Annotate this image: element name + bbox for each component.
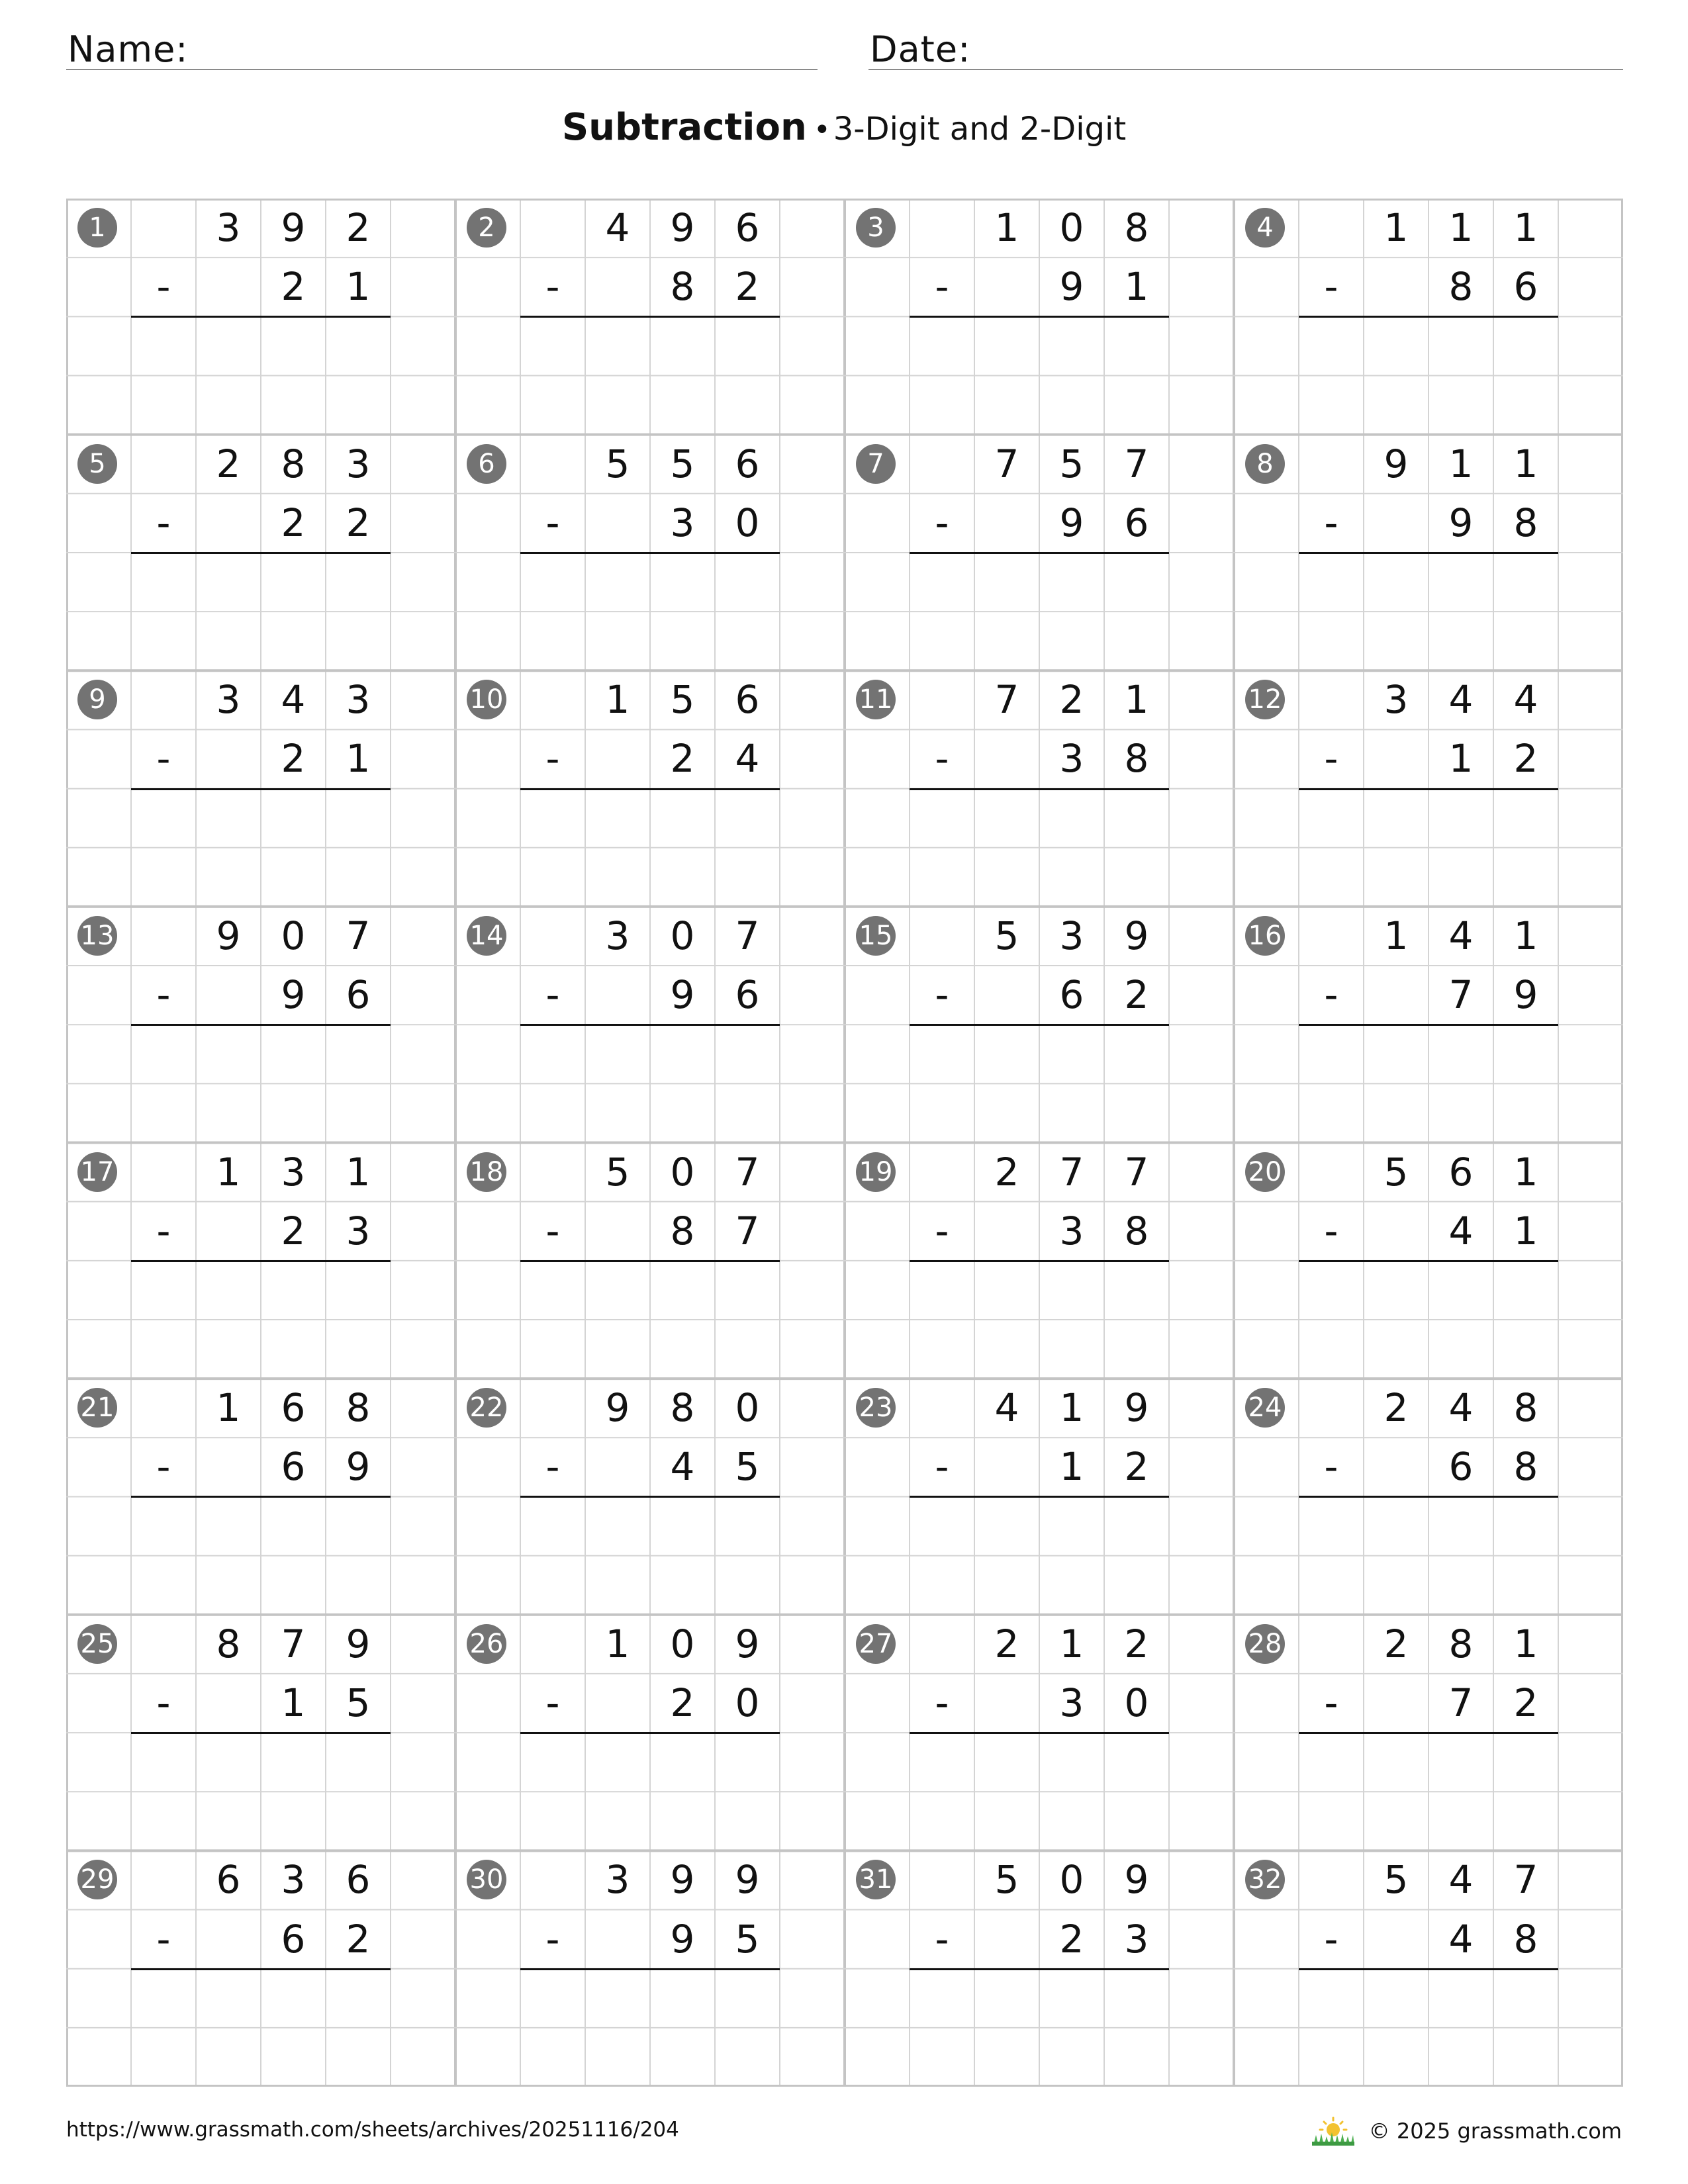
minuend-digit: 7 <box>994 677 1019 723</box>
subtrahend-digit: 9 <box>1448 500 1474 545</box>
minus-sign: - <box>156 264 171 310</box>
problem-number-badge: 21 <box>77 1388 117 1428</box>
subtrahend-digit: 1 <box>1059 1444 1084 1490</box>
date-label: Date: <box>870 28 971 70</box>
problem-number-badge: 30 <box>467 1860 506 1899</box>
minuend-digit: 1 <box>1059 1385 1084 1431</box>
problem-number-badge: 1 <box>77 208 117 248</box>
minuend-digit: 3 <box>281 1149 306 1195</box>
subtrahend-digit: 9 <box>670 972 695 1018</box>
title-separator: • <box>813 113 831 147</box>
minuend-digit: 1 <box>1059 1621 1084 1666</box>
answer-area[interactable] <box>1299 790 1558 846</box>
subtrahend-digit: 8 <box>1513 500 1538 545</box>
problem-number-badge: 11 <box>856 680 896 719</box>
minuend-digit: 3 <box>281 1857 306 1903</box>
subtrahend-digit: 9 <box>1059 264 1084 310</box>
subtrahend-digit: 6 <box>735 972 760 1018</box>
subtrahend-digit: 5 <box>346 1680 371 1725</box>
minuend-digit: 2 <box>1059 677 1084 723</box>
minus-sign: - <box>545 1916 560 1962</box>
answer-area[interactable] <box>1299 1262 1558 1318</box>
minus-sign: - <box>156 736 171 782</box>
subtrahend-digit: 4 <box>670 1444 695 1490</box>
minuend-digit: 4 <box>1448 1857 1474 1903</box>
answer-area[interactable] <box>520 1734 780 1790</box>
minus-sign: - <box>1324 1680 1338 1725</box>
minus-sign: - <box>935 736 949 782</box>
minus-sign: - <box>935 972 949 1018</box>
date-field[interactable] <box>868 25 1623 70</box>
subtrahend-digit: 2 <box>346 500 371 545</box>
subtrahend-digit: 2 <box>1513 736 1538 782</box>
problem-number-badge: 25 <box>77 1624 117 1664</box>
minuend-digit: 8 <box>1124 205 1149 250</box>
title-subtitle: 3-Digit and 2-Digit <box>833 111 1127 148</box>
minuend-digit: 1 <box>1513 913 1538 958</box>
subtrahend-digit: 2 <box>346 1916 371 1962</box>
answer-area[interactable] <box>131 1498 391 1554</box>
answer-area[interactable] <box>131 1970 391 2026</box>
minuend-digit: 5 <box>994 913 1019 958</box>
minuend-digit: 8 <box>346 1385 371 1431</box>
problem-number-badge: 18 <box>467 1152 506 1192</box>
minus-sign: - <box>545 972 560 1018</box>
minuend-digit: 0 <box>1059 1857 1084 1903</box>
minuend-digit: 7 <box>735 1149 760 1195</box>
subtrahend-digit: 4 <box>735 736 760 782</box>
subtrahend-digit: 8 <box>1513 1444 1538 1490</box>
minuend-digit: 2 <box>994 1621 1019 1666</box>
answer-area[interactable] <box>1299 1734 1558 1790</box>
problem-number-badge: 26 <box>467 1624 506 1664</box>
minuend-digit: 1 <box>994 205 1019 250</box>
minuend-digit: 5 <box>605 441 630 486</box>
subtrahend-digit: 8 <box>1124 736 1149 782</box>
answer-area[interactable] <box>910 1498 1169 1554</box>
minus-sign: - <box>935 500 949 545</box>
problem-number-badge: 17 <box>77 1152 117 1192</box>
answer-area[interactable] <box>1299 554 1558 610</box>
minus-sign: - <box>156 972 171 1018</box>
minuend-digit: 2 <box>1383 1385 1409 1431</box>
problem-number-badge: 24 <box>1245 1388 1285 1428</box>
answer-area[interactable] <box>910 1970 1169 2026</box>
minus-sign: - <box>1324 1444 1338 1490</box>
minus-sign: - <box>156 1444 171 1490</box>
problem-number-badge: 6 <box>467 444 506 484</box>
problem-number-badge: 7 <box>856 444 896 484</box>
minuend-digit: 6 <box>281 1385 306 1431</box>
subtrahend-digit: 4 <box>1448 1208 1474 1253</box>
minus-sign: - <box>156 1916 171 1962</box>
subtrahend-digit: 3 <box>1059 736 1084 782</box>
minuend-digit: 3 <box>605 913 630 958</box>
subtrahend-digit: 2 <box>281 500 306 545</box>
minus-sign: - <box>156 500 171 545</box>
minuend-digit: 1 <box>1448 205 1474 250</box>
minuend-digit: 2 <box>346 205 371 250</box>
minus-sign: - <box>1324 1208 1338 1253</box>
problem-grid <box>66 199 1623 2087</box>
minuend-digit: 9 <box>670 1857 695 1903</box>
minuend-digit: 4 <box>994 1385 1019 1431</box>
minuend-digit: 7 <box>735 913 760 958</box>
minuend-digit: 9 <box>1124 1857 1149 1903</box>
answer-area[interactable] <box>131 318 391 374</box>
minuend-digit: 1 <box>216 1149 241 1195</box>
minus-sign: - <box>935 264 949 310</box>
minus-sign: - <box>935 1444 949 1490</box>
grass-sun-logo-icon <box>1309 2116 1357 2146</box>
subtrahend-digit: 1 <box>346 264 371 310</box>
problem-number-badge: 10 <box>467 680 506 719</box>
minus-sign: - <box>545 264 560 310</box>
minuend-digit: 2 <box>1383 1621 1409 1666</box>
minus-sign: - <box>935 1916 949 1962</box>
answer-area[interactable] <box>131 790 391 846</box>
problem-number-badge: 2 <box>467 208 506 248</box>
subtrahend-digit: 9 <box>670 1916 695 1962</box>
minuend-digit: 3 <box>346 441 371 486</box>
minuend-digit: 8 <box>1513 1385 1538 1431</box>
subtrahend-digit: 6 <box>1124 500 1149 545</box>
minuend-digit: 5 <box>1059 441 1084 486</box>
minuend-digit: 1 <box>1513 1149 1538 1195</box>
answer-area[interactable] <box>910 1026 1169 1082</box>
minuend-digit: 7 <box>346 913 371 958</box>
subtrahend-digit: 2 <box>670 736 695 782</box>
minuend-digit: 1 <box>1383 913 1409 958</box>
minuend-digit: 7 <box>1124 1149 1149 1195</box>
minuend-digit: 5 <box>1383 1857 1409 1903</box>
subtrahend-digit: 6 <box>346 972 371 1018</box>
subtrahend-digit: 5 <box>735 1916 760 1962</box>
minuend-digit: 3 <box>1383 677 1409 723</box>
minus-sign: - <box>1324 972 1338 1018</box>
subtrahend-digit: 1 <box>1124 264 1149 310</box>
answer-area[interactable] <box>131 1262 391 1318</box>
answer-area[interactable] <box>520 1498 780 1554</box>
minus-sign: - <box>545 1208 560 1253</box>
problem-number-badge: 12 <box>1245 680 1285 719</box>
subtrahend-digit: 6 <box>281 1916 306 1962</box>
minuend-digit: 3 <box>216 677 241 723</box>
minuend-digit: 5 <box>670 441 695 486</box>
minuend-digit: 9 <box>1124 1385 1149 1431</box>
subtrahend-digit: 4 <box>1448 1916 1474 1962</box>
answer-area[interactable] <box>131 1734 391 1790</box>
minuend-digit: 7 <box>1059 1149 1084 1195</box>
subtrahend-digit: 1 <box>1448 736 1474 782</box>
subtrahend-digit: 0 <box>735 500 760 545</box>
subtrahend-digit: 2 <box>670 1680 695 1725</box>
answer-area[interactable] <box>910 1262 1169 1318</box>
subtrahend-digit: 8 <box>1448 264 1474 310</box>
answer-area[interactable] <box>520 554 780 610</box>
subtrahend-digit: 7 <box>1448 972 1474 1018</box>
minuend-digit: 9 <box>1383 441 1409 486</box>
answer-area[interactable] <box>910 1734 1169 1790</box>
answer-area[interactable] <box>520 318 780 374</box>
problem-number-badge: 15 <box>856 916 896 956</box>
subtrahend-digit: 2 <box>1124 1444 1149 1490</box>
minuend-digit: 2 <box>216 441 241 486</box>
problem-number-badge: 5 <box>77 444 117 484</box>
answer-area[interactable] <box>910 790 1169 846</box>
answer-area[interactable] <box>520 1970 780 2026</box>
minus-sign: - <box>935 1208 949 1253</box>
name-field[interactable] <box>66 25 818 70</box>
minuend-digit: 3 <box>1059 913 1084 958</box>
subtrahend-digit: 2 <box>1059 1916 1084 1962</box>
minuend-digit: 8 <box>1448 1621 1474 1666</box>
minuend-digit: 4 <box>1448 913 1474 958</box>
subtrahend-digit: 1 <box>281 1680 306 1725</box>
subtrahend-digit: 8 <box>670 1208 695 1253</box>
problem-number-badge: 8 <box>1245 444 1285 484</box>
answer-area[interactable] <box>520 1262 780 1318</box>
minuend-digit: 3 <box>216 205 241 250</box>
problem-number-badge: 9 <box>77 680 117 719</box>
minuend-digit: 9 <box>670 205 695 250</box>
answer-area[interactable] <box>1299 318 1558 374</box>
subtrahend-digit: 8 <box>1124 1208 1149 1253</box>
subtrahend-digit: 0 <box>1124 1680 1149 1725</box>
subtrahend-digit: 3 <box>1124 1916 1149 1962</box>
minus-sign: - <box>1324 264 1338 310</box>
minuend-digit: 1 <box>216 1385 241 1431</box>
subtrahend-digit: 6 <box>1059 972 1084 1018</box>
name-label: Name: <box>68 28 189 70</box>
minus-sign: - <box>156 1208 171 1253</box>
subtrahend-digit: 9 <box>281 972 306 1018</box>
minuend-digit: 3 <box>346 677 371 723</box>
minuend-digit: 4 <box>1513 677 1538 723</box>
minuend-digit: 9 <box>1124 913 1149 958</box>
minus-sign: - <box>156 1680 171 1725</box>
subtrahend-digit: 8 <box>670 264 695 310</box>
minuend-digit: 6 <box>1448 1149 1474 1195</box>
minuend-digit: 7 <box>994 441 1019 486</box>
problem-number-badge: 3 <box>856 208 896 248</box>
minuend-digit: 5 <box>670 677 695 723</box>
minuend-digit: 1 <box>1448 441 1474 486</box>
footer-url[interactable]: https://www.grassmath.com/sheets/archives/20251116/204 <box>66 2118 679 2142</box>
subtrahend-digit: 2 <box>281 264 306 310</box>
problem-number-badge: 22 <box>467 1388 506 1428</box>
minus-sign: - <box>1324 1916 1338 1962</box>
minuend-digit: 2 <box>1124 1621 1149 1666</box>
minuend-digit: 1 <box>1513 1621 1538 1666</box>
problem-number-badge: 28 <box>1245 1624 1285 1664</box>
minuend-digit: 6 <box>346 1857 371 1903</box>
subtrahend-digit: 1 <box>346 736 371 782</box>
subtrahend-digit: 3 <box>346 1208 371 1253</box>
problem-number-badge: 31 <box>856 1860 896 1899</box>
subtrahend-digit: 2 <box>281 736 306 782</box>
footer-copyright: © 2025 grassmath.com <box>1368 2118 1622 2144</box>
subtrahend-digit: 7 <box>735 1208 760 1253</box>
answer-area[interactable] <box>131 554 391 610</box>
minuend-digit: 2 <box>994 1149 1019 1195</box>
minuend-digit: 8 <box>281 441 306 486</box>
minuend-digit: 1 <box>1513 441 1538 486</box>
subtrahend-digit: 3 <box>1059 1680 1084 1725</box>
title-main: Subtraction <box>561 106 807 149</box>
minuend-digit: 9 <box>281 205 306 250</box>
minus-sign: - <box>545 736 560 782</box>
minuend-digit: 0 <box>735 1385 760 1431</box>
answer-area[interactable] <box>131 1026 391 1082</box>
minuend-digit: 7 <box>281 1621 306 1666</box>
subtrahend-digit: 7 <box>1448 1680 1474 1725</box>
problem-number-badge: 27 <box>856 1624 896 1664</box>
minuend-digit: 1 <box>605 677 630 723</box>
subtrahend-digit: 2 <box>281 1208 306 1253</box>
answer-area[interactable] <box>1299 1026 1558 1082</box>
problem-number-badge: 19 <box>856 1152 896 1192</box>
minuend-digit: 1 <box>1513 205 1538 250</box>
answer-area[interactable] <box>520 790 780 846</box>
subtrahend-digit: 9 <box>1513 972 1538 1018</box>
minuend-digit: 8 <box>670 1385 695 1431</box>
answer-area[interactable] <box>910 318 1169 374</box>
minuend-digit: 5 <box>994 1857 1019 1903</box>
problem-number-badge: 4 <box>1245 208 1285 248</box>
subtrahend-digit: 2 <box>735 264 760 310</box>
footer-right <box>1309 2116 1622 2146</box>
minus-sign: - <box>545 500 560 545</box>
problem-number-badge: 32 <box>1245 1860 1285 1899</box>
minuend-digit: 0 <box>670 1149 695 1195</box>
minuend-digit: 9 <box>735 1857 760 1903</box>
minuend-digit: 4 <box>1448 1385 1474 1431</box>
answer-area[interactable] <box>520 1026 780 1082</box>
subtrahend-digit: 6 <box>1448 1444 1474 1490</box>
minuend-digit: 1 <box>346 1149 371 1195</box>
minuend-digit: 6 <box>735 441 760 486</box>
minuend-digit: 4 <box>1448 677 1474 723</box>
worksheet-title <box>0 106 1688 149</box>
minuend-digit: 6 <box>216 1857 241 1903</box>
minuend-digit: 0 <box>670 1621 695 1666</box>
minuend-digit: 7 <box>1513 1857 1538 1903</box>
minuend-digit: 6 <box>735 677 760 723</box>
problem-number-badge: 16 <box>1245 916 1285 956</box>
minus-sign: - <box>545 1444 560 1490</box>
minuend-digit: 5 <box>605 1149 630 1195</box>
subtrahend-digit: 9 <box>1059 500 1084 545</box>
problem-number-badge: 14 <box>467 916 506 956</box>
subtrahend-digit: 3 <box>1059 1208 1084 1253</box>
subtrahend-digit: 1 <box>1513 1208 1538 1253</box>
minuend-digit: 6 <box>735 205 760 250</box>
minus-sign: - <box>545 1680 560 1725</box>
minuend-digit: 5 <box>1383 1149 1409 1195</box>
answer-area[interactable] <box>1299 1498 1558 1554</box>
problem-number-badge: 23 <box>856 1388 896 1428</box>
minus-sign: - <box>1324 500 1338 545</box>
minuend-digit: 1 <box>1124 677 1149 723</box>
subtrahend-digit: 2 <box>1124 972 1149 1018</box>
minuend-digit: 9 <box>346 1621 371 1666</box>
minuend-digit: 8 <box>216 1621 241 1666</box>
problem-number-badge: 20 <box>1245 1152 1285 1192</box>
minuend-digit: 9 <box>605 1385 630 1431</box>
minuend-digit: 7 <box>1124 441 1149 486</box>
minuend-digit: 9 <box>735 1621 760 1666</box>
subtrahend-digit: 9 <box>346 1444 371 1490</box>
minuend-digit: 0 <box>281 913 306 958</box>
minus-sign: - <box>1324 736 1338 782</box>
minuend-digit: 0 <box>670 913 695 958</box>
minuend-digit: 1 <box>605 1621 630 1666</box>
minuend-digit: 4 <box>281 677 306 723</box>
problem-number-badge: 29 <box>77 1860 117 1899</box>
minus-sign: - <box>935 1680 949 1725</box>
subtrahend-digit: 6 <box>281 1444 306 1490</box>
minuend-digit: 1 <box>1383 205 1409 250</box>
minuend-digit: 3 <box>605 1857 630 1903</box>
minuend-digit: 4 <box>605 205 630 250</box>
minuend-digit: 0 <box>1059 205 1084 250</box>
subtrahend-digit: 0 <box>735 1680 760 1725</box>
subtrahend-digit: 3 <box>670 500 695 545</box>
subtrahend-digit: 6 <box>1513 264 1538 310</box>
problem-number-badge: 13 <box>77 916 117 956</box>
subtrahend-digit: 8 <box>1513 1916 1538 1962</box>
subtrahend-digit: 2 <box>1513 1680 1538 1725</box>
subtrahend-digit: 5 <box>735 1444 760 1490</box>
answer-area[interactable] <box>910 554 1169 610</box>
answer-area[interactable] <box>1299 1970 1558 2026</box>
minuend-digit: 9 <box>216 913 241 958</box>
